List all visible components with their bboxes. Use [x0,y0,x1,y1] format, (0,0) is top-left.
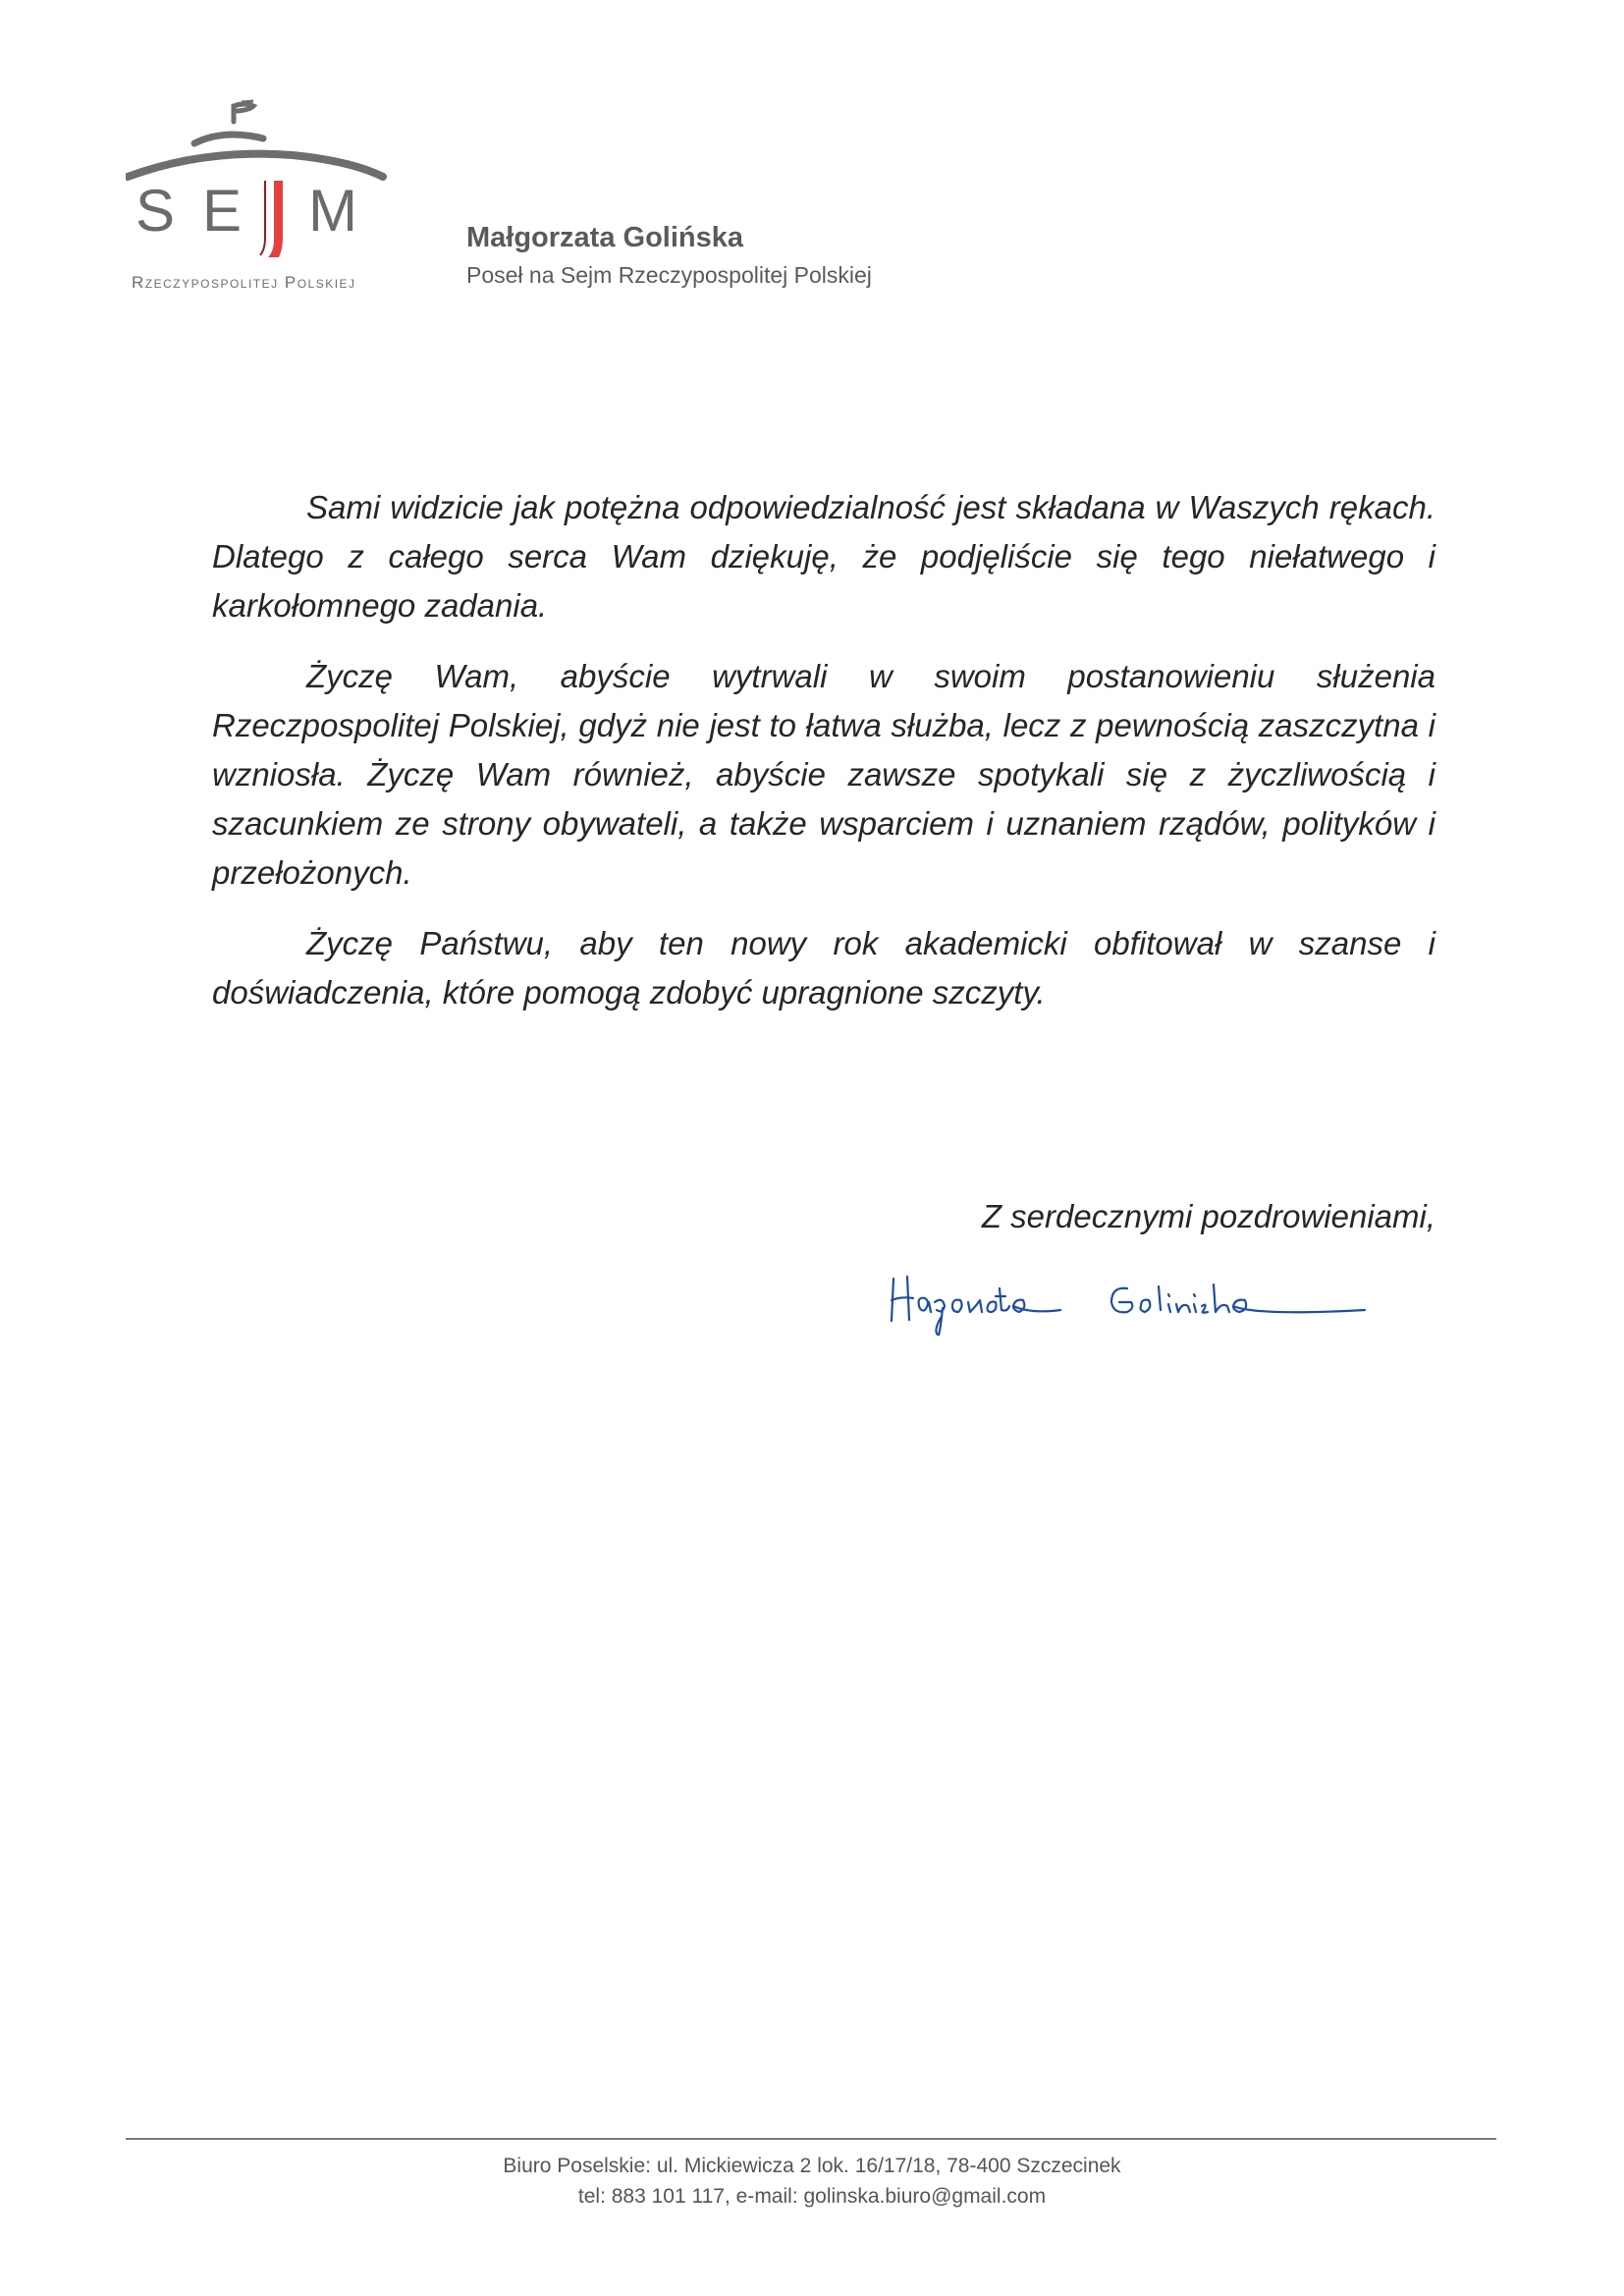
sejm-logo [126,94,391,301]
closing-salutation: Z serdecznymi pozdrowieniami, [981,1198,1435,1234]
footer-divider [126,2138,1496,2140]
footer [0,2151,1624,2212]
footer-contact: tel: 883 101 117, e-mail: golinska.biuro@gmail.com [577,2185,1047,2208]
logo-letter-j-icon [259,179,285,257]
logo-letter-s: S [135,178,176,244]
paragraph-1: Sami widzicie jak potężna odpowiedzialność jest składana w Waszych rękach. Dlatego z całego serca Wam dziękuję, że podjęliście się tego niełatwego i karkołomnego zadania. [212,489,1435,624]
logo-wordmark [132,177,389,246]
paragraph-3: Życzę Państwu, aby ten nowy rok akademicki obfitował w szanse i doświadczenia, które pomogą zdobyć upragnione szczyty. [212,925,1435,1011]
letter-body [212,483,1435,1039]
sender-block [466,222,872,289]
sender-title: Poseł na Sejm Rzeczypospolitej Polskiej [466,262,872,288]
paragraph-2: Życzę Wam, abyście wytrwali w swoim postanowieniu służenia Rzeczpospolitej Polskiej, gdyż nie jest to łatwa służba, lecz z pewnością zaszczytna i wzniosła. Życzę Wam również, abyście zawsze spotykali się z życzliwością i szacunkiem ze strony obywateli, a także wsparciem i uznaniem rządów, polityków i przełożonych. [212,658,1435,891]
logo-subtitle: Rzeczypospolitej Polskiej [132,273,356,292]
sender-name: Małgorzata Golińska [466,222,744,253]
logo-letter-e: E [202,178,243,244]
signature-icon [884,1267,1375,1336]
footer-address: Biuro Poselskie: ul. Mickiewicza 2 lok. 16/17/18, 78-400 Szczecinek [503,2155,1121,2177]
logo-letter-m: M [308,178,357,244]
